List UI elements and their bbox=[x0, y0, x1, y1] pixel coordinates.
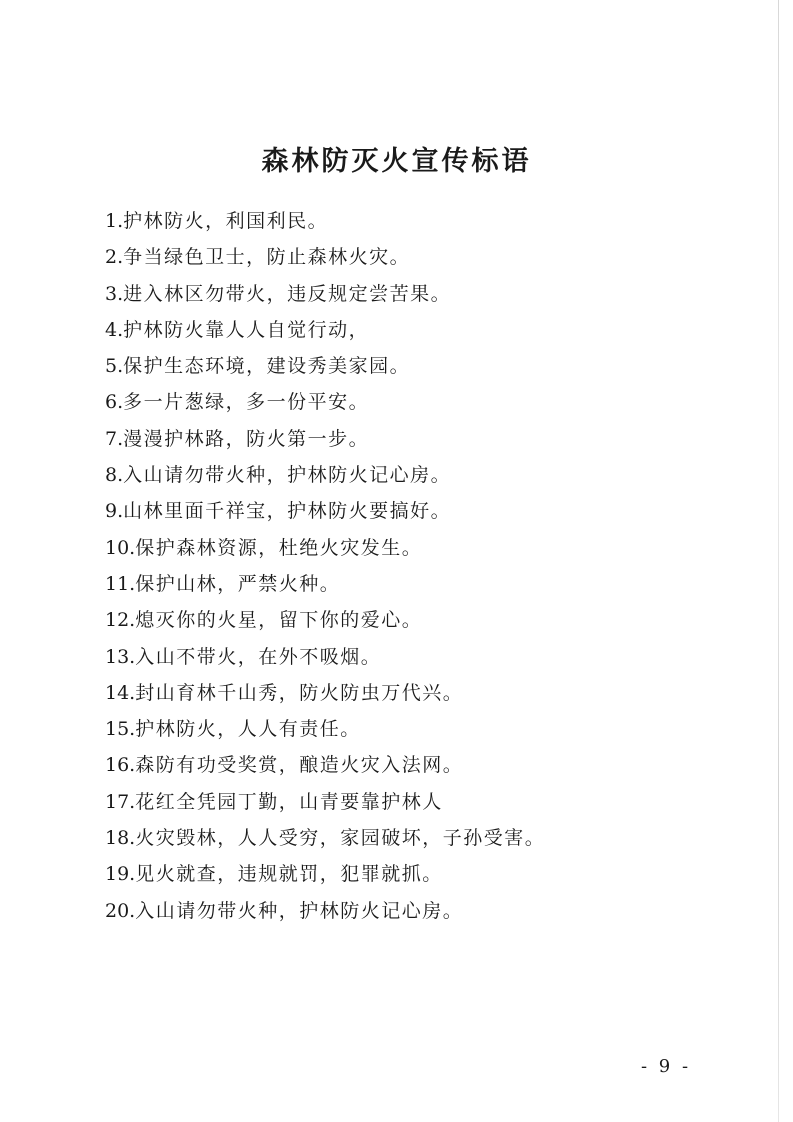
slogan-item bbox=[105, 675, 765, 711]
slogan-number: 13. bbox=[105, 645, 136, 668]
slogan-number: 3. bbox=[105, 282, 124, 305]
slogan-number: 17. bbox=[105, 790, 136, 813]
page-number: - 9 - bbox=[640, 1056, 692, 1077]
slogan-number: 7. bbox=[105, 427, 124, 450]
slogan-text: 进入林区勿带火，违反规定尝苦果。 bbox=[123, 282, 452, 305]
slogan-item bbox=[105, 747, 765, 783]
slogan-text: 火灾毁林，人人受穷，家园破坏，子孙受害。 bbox=[135, 827, 546, 850]
slogan-number: 18. bbox=[105, 827, 136, 850]
slogan-item bbox=[105, 711, 765, 747]
slogan-item bbox=[105, 493, 765, 529]
slogan-item bbox=[105, 457, 765, 493]
slogan-text: 保护山林，严禁火种。 bbox=[135, 572, 341, 595]
slogan-number: 12. bbox=[105, 609, 136, 632]
slogan-number: 8. bbox=[105, 464, 124, 487]
slogan-number: 11. bbox=[105, 572, 136, 595]
slogan-item bbox=[105, 856, 765, 892]
slogan-number: 19. bbox=[105, 863, 136, 886]
slogan-text: 熄灭你的火星，留下你的爱心。 bbox=[135, 609, 423, 632]
slogan-number: 15. bbox=[105, 718, 136, 741]
slogan-number: 4. bbox=[105, 318, 124, 341]
slogan-item bbox=[105, 893, 765, 929]
slogan-text: 护林防火靠人人自觉行动， bbox=[123, 318, 370, 341]
slogan-list bbox=[105, 203, 765, 929]
slogan-text: 护林防火，利国利民。 bbox=[123, 210, 329, 232]
slogan-number: 9. bbox=[105, 500, 124, 523]
slogan-item bbox=[105, 530, 765, 566]
slogan-number: 20. bbox=[105, 899, 136, 922]
slogan-text: 花红全凭园丁勤，山青要靠护林人 bbox=[135, 790, 443, 813]
slogan-item bbox=[105, 203, 765, 239]
slogan-item bbox=[105, 384, 765, 420]
slogan-text: 入山不带火，在外不吸烟。 bbox=[135, 645, 382, 668]
slogan-number: 14. bbox=[105, 681, 136, 704]
slogan-text: 入山请勿带火种，护林防火记心房。 bbox=[135, 899, 464, 922]
slogan-text: 见火就查，违规就罚，犯罪就抓。 bbox=[135, 863, 443, 886]
slogan-text: 保护森林资源，杜绝火灾发生。 bbox=[135, 536, 423, 559]
slogan-text: 争当绿色卫士，防止森林火灾。 bbox=[123, 246, 411, 269]
slogan-number: 1. bbox=[105, 210, 124, 232]
slogan-text: 山林里面千祥宝，护林防火要搞好。 bbox=[123, 500, 452, 523]
slogan-item bbox=[105, 602, 765, 638]
slogan-text: 漫漫护林路，防火第一步。 bbox=[123, 427, 370, 450]
slogan-text: 多一片葱绿，多一份平安。 bbox=[123, 391, 370, 414]
slogan-number: 5. bbox=[105, 355, 124, 378]
slogan-number: 10. bbox=[105, 536, 136, 559]
slogan-text: 护林防火，人人有责任。 bbox=[135, 718, 361, 741]
slogan-item bbox=[105, 312, 765, 348]
slogan-text: 森防有功受奖赏，酿造火灾入法网。 bbox=[135, 754, 464, 777]
slogan-text: 封山育林千山秀，防火防虫万代兴。 bbox=[135, 681, 464, 704]
slogan-item bbox=[105, 820, 765, 856]
slogan-number: 16. bbox=[105, 754, 136, 777]
slogan-item bbox=[105, 639, 765, 675]
slogan-item bbox=[105, 784, 765, 820]
slogan-item bbox=[105, 421, 765, 457]
slogan-item bbox=[105, 348, 765, 384]
document-title: 森林防灭火宣传标语 bbox=[261, 146, 532, 178]
slogan-text: 入山请勿带火种，护林防火记心房。 bbox=[123, 464, 452, 487]
slogan-text: 保护生态环境，建设秀美家园。 bbox=[123, 355, 411, 378]
slogan-item bbox=[105, 276, 765, 312]
slogan-number: 2. bbox=[105, 246, 124, 269]
slogan-number: 6. bbox=[105, 391, 124, 414]
slogan-item bbox=[105, 566, 765, 602]
slogan-item bbox=[105, 239, 765, 275]
